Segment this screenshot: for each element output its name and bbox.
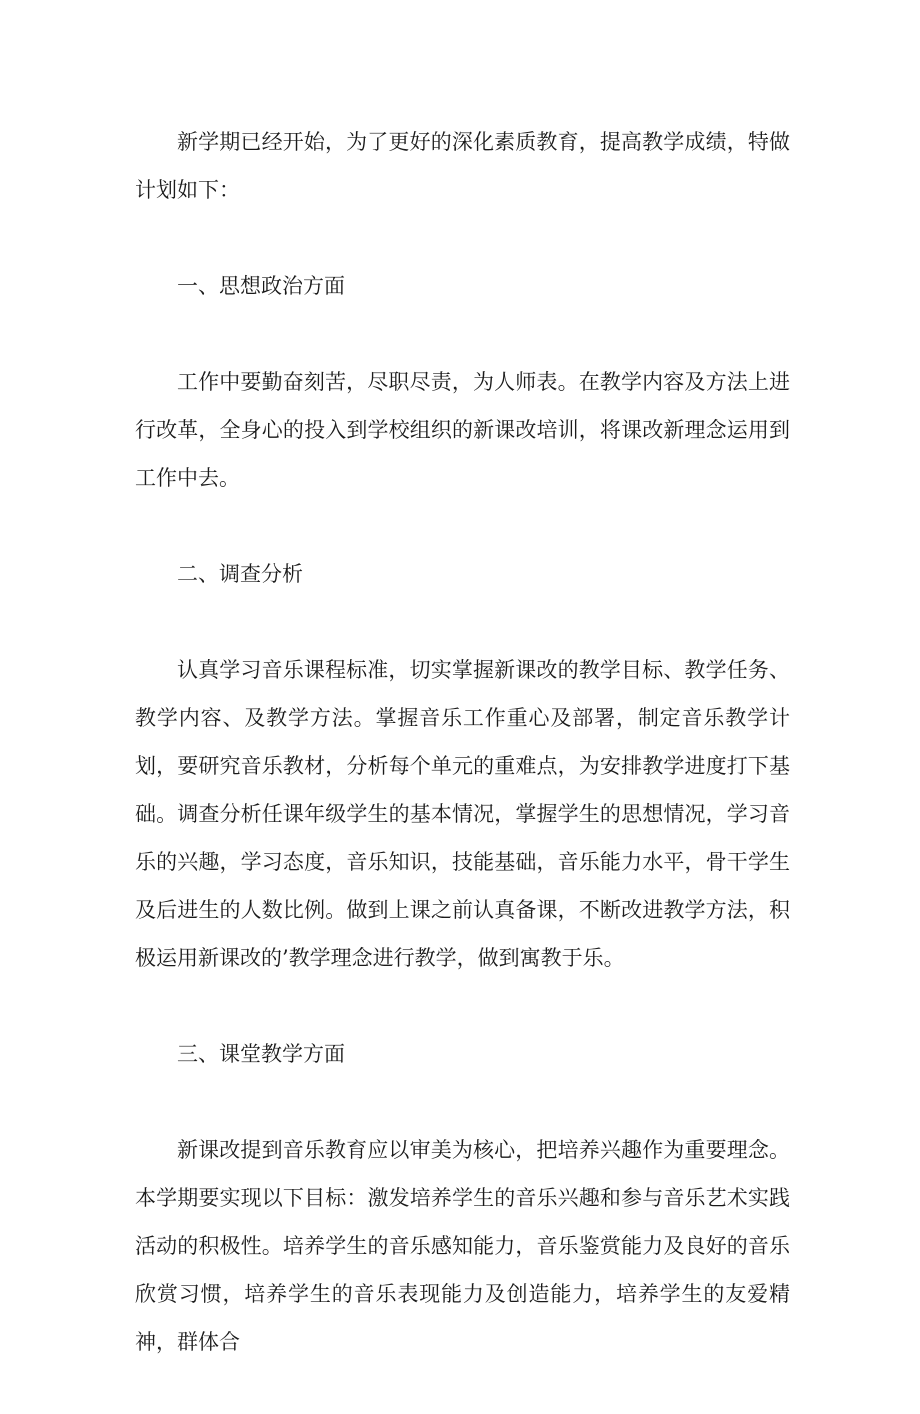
section-heading-analysis: 二、调查分析 (177, 562, 303, 586)
intro-paragraph: 新学期已经开始，为了更好的深化素质教育，提高教学成绩，特做计划如下： (135, 130, 790, 202)
section-body-classroom: 新课改提到音乐教育应以审美为核心，把培养兴趣作为重要理念。本学期要实现以下目标：激发培养学生的音乐兴趣和参与音乐艺术实践活动的积极性。培养学生的音乐感知能力，音乐鉴赏能力及良好的音乐欣赏习惯，培养学生的音乐表现能力及创造能力，培养学生的友爱精神，群体合 (135, 1138, 790, 1354)
section-body-political: 工作中要勤奋刻苦，尽职尽责，为人师表。在教学内容及方法上进行改革，全身心的投入到学校组织的新课改培训，将课改新理念运用到工作中去。 (135, 370, 790, 490)
section-body-analysis: 认真学习音乐课程标准，切实掌握新课改的教学目标、教学任务、教学内容、及教学方法。掌握音乐工作重心及部署，制定音乐教学计划，要研究音乐教材，分析每个单元的重难点，为安排教学进度打下基础。调查分析任课年级学生的基本情况，掌握学生的思想情况，学习音乐的兴趣，学习态度，音乐知识，技能基础，音乐能力水平，骨干学生及后进生的人数比例。做到上课之前认真备课，不断改进教学方法，积极运用新课改的’教学理念进行教学，做到寓教于乐。 (135, 658, 790, 970)
section-heading-political: 一、思想政治方面 (177, 274, 345, 298)
document-body (135, 118, 790, 1414)
section-heading-classroom: 三、课堂教学方面 (177, 1042, 345, 1066)
